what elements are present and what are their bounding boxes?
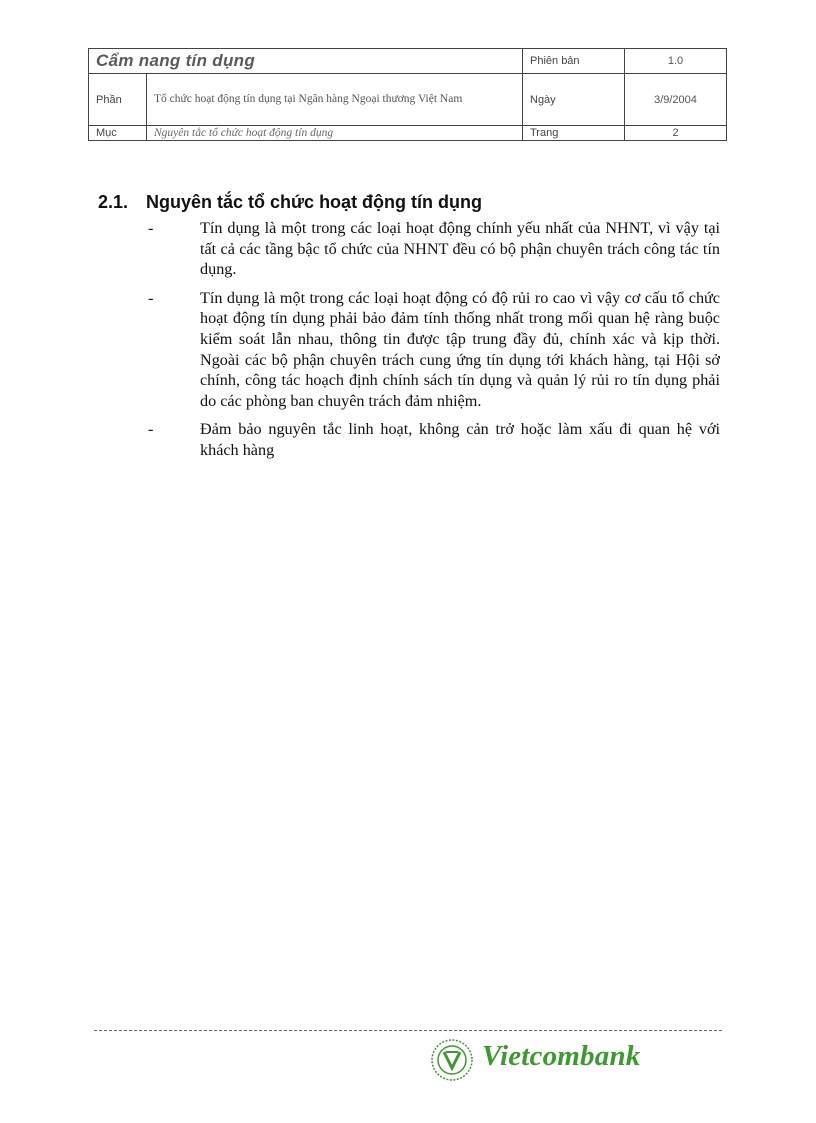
bullet-text: Đảm bảo nguyên tắc linh hoạt, không cản trở hoặc làm xấu đi quan hệ với khách hàng — [200, 420, 720, 459]
bullet-text: Tín dụng là một trong các loại hoạt động có độ rủi ro cao vì vậy cơ cấu tổ chức hoạt động tín dụng phải bảo đảm tính thống nhất trong mối quan hệ ràng buộc kiểm soát lẫn nhau, thông tin được tập trung đầy đủ, chính xác và kịp thời. Ngoài các bộ phận chuyên trách cung ứng tín dụng tới khách hàng, tại Hội sở chính, công tác hoạch định chính sách tín dụng và quản lý rủi ro tín dụng phải do các phòng ban chuyên trách đảm nhiệm. — [200, 288, 720, 410]
version-label: Phiên bản — [523, 49, 625, 74]
vietcombank-emblem-icon — [432, 1040, 472, 1080]
list-item — [148, 218, 720, 280]
section-heading — [98, 192, 482, 213]
list-item — [148, 419, 720, 460]
bullet-list — [148, 218, 720, 469]
list-item — [148, 288, 720, 412]
section-number: 2.1. — [98, 192, 129, 212]
date-value: 3/9/2004 — [625, 74, 727, 126]
bullet-marker: - — [148, 219, 154, 237]
date-label: Ngày — [523, 74, 625, 126]
page-label: Trang — [523, 126, 625, 141]
document-header-table — [88, 48, 727, 141]
brand-wordmark: Vietcombank — [482, 1040, 641, 1072]
header-row-title — [89, 49, 727, 74]
section-value: Nguyên tắc tổ chức hoạt động tín dụng — [147, 126, 523, 141]
header-row-part — [89, 74, 727, 126]
bullet-marker: - — [148, 420, 154, 439]
section-label: Mục — [89, 126, 147, 141]
manual-title: Cẩm nang tín dụng — [89, 49, 523, 74]
part-label: Phần — [89, 74, 147, 126]
page-number: 2 — [625, 126, 727, 141]
part-value: Tổ chức hoạt động tín dụng tại Ngân hàng Ngoại thương Việt Nam — [147, 74, 523, 126]
bullet-marker: - — [148, 288, 154, 307]
section-title: Nguyên tắc tổ chức hoạt động tín dụng — [146, 192, 483, 212]
bullet-text: Tín dụng là một trong các loại hoạt động chính yếu nhất của NHNT, vì vậy tại tất cả các tầng bậc tổ chức của NHNT đều có bộ phận chuyên trách công tác tín dụng. — [200, 219, 720, 279]
header-row-section — [89, 126, 727, 141]
footer-divider — [94, 1030, 722, 1031]
version-value: 1.0 — [625, 49, 727, 74]
